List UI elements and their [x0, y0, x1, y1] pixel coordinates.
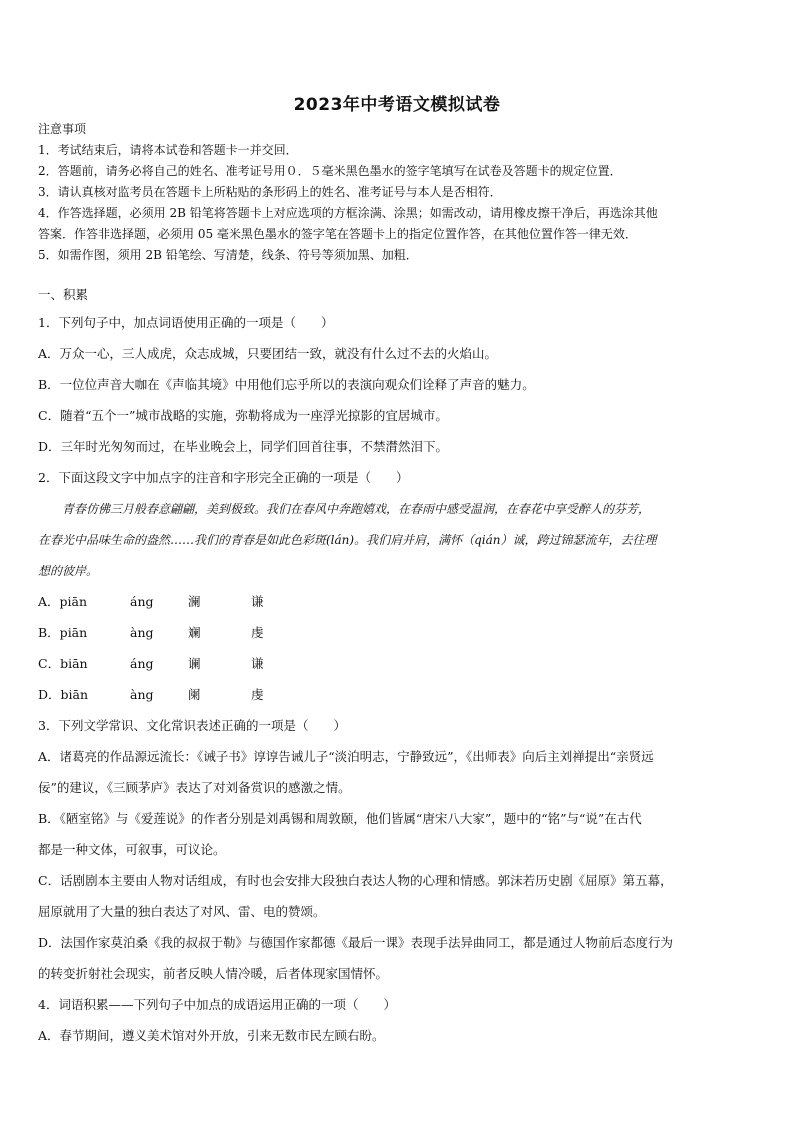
q1-option: B．一位位声音大咖在《声临其境》中用他们忘乎所以的表演向观众们诠释了声音的魅力。	[38, 377, 535, 392]
q2-option-char: 澜	[188, 594, 201, 609]
notice-heading: 注意事项	[38, 122, 87, 136]
q3-line: B．《陋室铭》与《爱莲说》的作者分别是刘禹锡和周敦颐，他们皆属“唐宋八大家”，题中的“铭”与“说”在古代	[38, 811, 642, 826]
q2-option-pinyin: áng	[130, 594, 154, 609]
notice-item: 答案．作答非选择题，必须用 05 毫米黑色墨水的签字笔在答题卡上的指定位置作答，在其他位置作答一律无效．	[38, 227, 637, 241]
q1-option: C．随着“五个一”城市战略的实施，弥勒将成为一座浮光掠影的宜居城市。	[38, 408, 448, 423]
q2-option-char: 谦	[251, 594, 264, 609]
q1-option: A．万众一心，三人成虎，众志成城，只要团结一致，就没有什么过不去的火焰山。	[38, 346, 498, 361]
q3-line: 都是一种文体，可叙事，可议论。	[38, 842, 226, 857]
q3-stem: 3．下列文学常识、文化常识表述正确的一项是（ ）	[38, 718, 346, 733]
q2-option-pinyin: àng	[130, 687, 154, 702]
q2-option-label: A．piān	[38, 594, 88, 609]
q2-passage-line: 想的彼岸。	[38, 564, 99, 578]
exam-title: 2023年中考语文模拟试卷	[293, 95, 501, 115]
notice-item: 5．如需作图，须用 2B 铅笔绘、写清楚，线条、符号等须加黑、加粗．	[38, 248, 418, 262]
q2-option-char: 阑	[188, 687, 201, 702]
q2-option-char: 斓	[188, 625, 201, 640]
q3-line: C．话剧剧本主要由人物对话组成，有时也会安排大段独白表达人物的心理和情感。郭沫若历史剧《屈原》第五幕，	[38, 873, 673, 888]
notice-item: 3．请认真核对监考员在答题卡上所粘贴的条形码上的姓名、准考证号与本人是否相符．	[38, 185, 502, 199]
q3-line: A．诸葛亮的作品源远流长：《诫子书》谆谆告诫儿子“淡泊明志，宁静致远”，《出师表》向后主刘禅提出“亲贤远	[38, 749, 654, 764]
q2-option-char: 虔	[251, 687, 264, 702]
q2-option-pinyin: àng	[130, 625, 154, 640]
q2-option-char: 虔	[251, 625, 264, 640]
q1-option: D．三年时光匆匆而过，在毕业晚会上，同学们回首往事，不禁潸然泪下。	[38, 439, 449, 454]
notice-item: 4．作答选择题，必须用 2B 铅笔将答题卡上对应选项的方框涂满、涂黑；如需改动，请用橡皮擦干净后，再选涂其他	[38, 206, 658, 220]
notice-item: 2．答题前，请务必将自己的姓名、准考证号用０．５毫米黑色墨水的签字笔填写在试卷及答题卡的规定位置．	[38, 164, 622, 178]
q2-option-char: 谦	[251, 656, 264, 671]
q1-stem: 1．下列句子中，加点词语使用正确的一项是（ ）	[38, 315, 334, 330]
q3-line: 佞”的建议，《三顾茅庐》表达了对刘备赏识的感激之情。	[38, 780, 351, 795]
q2-option-pinyin: áng	[130, 656, 154, 671]
q4-option: A．春节期间，遵义美术馆对外开放，引来无数市民左顾右盼。	[38, 1028, 385, 1043]
q2-passage-line: 青春仿佛三月般春意翩翩，美到极致。我们在春风中奔跑嬉戏，在春雨中感受温润，在春花中享受醉人的芬芳，	[62, 502, 651, 516]
q2-passage-line: 在春光中品味生命的盎然……我们的青春是如此色彩斑(lán)。我们肩并肩，满怀（qián）诚，跨过锦瑟流年，去往理	[38, 533, 657, 547]
q2-option-label: D．biān	[38, 687, 89, 702]
q2-option-label: C．biān	[38, 656, 88, 671]
q3-line: 的转变折射社会现实，前者反映人情冷暖，后者体现家国情怀。	[38, 966, 389, 981]
section-heading: 一、积累	[38, 287, 89, 302]
q2-option-char: 谰	[188, 656, 201, 671]
q3-line: D．法国作家莫泊桑《我的叔叔于勒》与德国作家都德《最后一课》表现手法异曲同工，都是通过人物前后态度行为	[38, 935, 674, 950]
q4-stem: 4．词语积累——下列句子中加点的成语运用正确的一项（ ）	[38, 997, 396, 1012]
q2-option-label: B．piān	[38, 625, 88, 640]
notice-item: 1．考试结束后，请将本试卷和答题卡一并交回．	[38, 143, 298, 157]
q2-stem: 2．下面这段文字中加点字的注音和字形完全正确的一项是（ ）	[38, 470, 409, 485]
q3-line: 屈原就用了大量的独白表达了对风、雷、电的赞颂。	[38, 904, 326, 919]
